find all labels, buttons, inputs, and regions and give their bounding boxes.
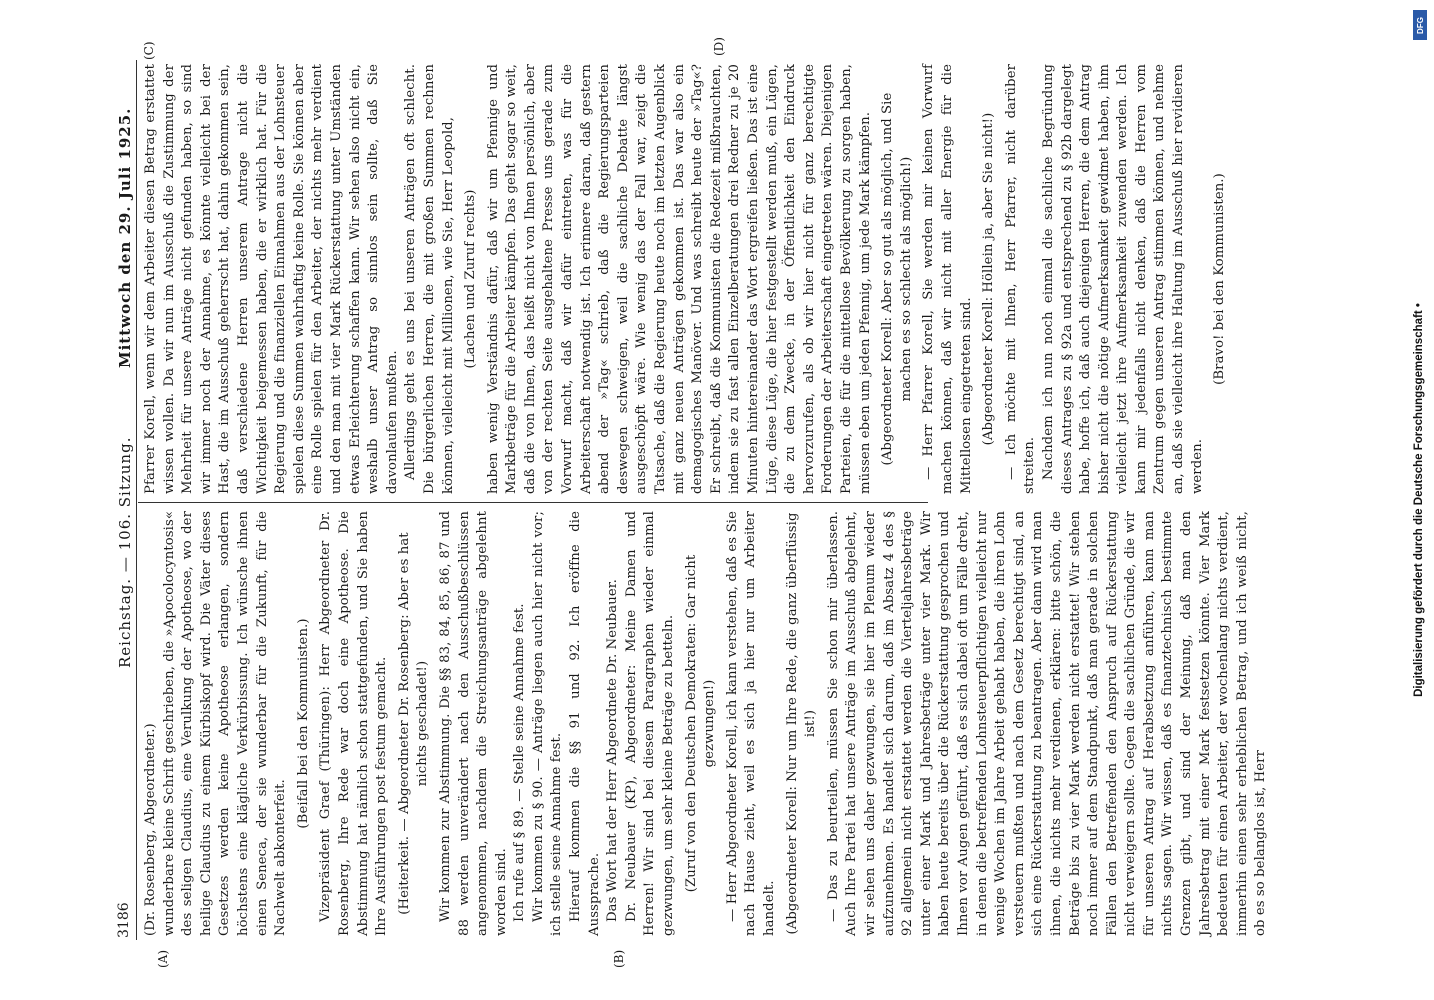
col1-paragraph: Wir kommen zu § 90. — Anträge liegen auch hier nicht vor; ich stelle seine Annahme fest. (530, 511, 565, 936)
col1-paragraph: Ich rufe auf § 89. — Stelle seine Annahme fest. (512, 603, 528, 922)
digitization-credit-text: Digitalisierung gefördert durch die Deutsche Forschungsgemeinschaft • (1413, 303, 1426, 697)
col2-paragraph: Pfarrer Korell, wenn wir dem Arbeiter diesen Betrag erstattet wissen wollen. Da wir nun im Ausschuß die Zustimmung der Mehrheit für unsere Anträge nicht gefunden haben, so sind wir immer noch der Annahme, es könnte vielleicht bei der Hast, die im Ausschuß geherrscht hat, dahin gekommen sein, daß verschiedene Herren unserem Antrage nicht die Wichtigkeit beigemessen haben, die er wirklich hat. Für die Regierung und die finanziellen Einnahmen aus der Lohnsteuer spielen diese Summen wahrhaftig keine Rolle. Sie können aber eine Rolle spielen für den Arbeiter, der nichts mehr verdient und den man mit vier Mark Rückerstattung unter Umständen etwas Erleichterung schaffen kann. Wir sehen also nicht ein, weshalb unser Antrag so sinnlos sein sollte, daß Sie davonlaufen mußten. (143, 64, 400, 494)
col1-paragraph: Hierauf kommen die §§ 91 und 92. Ich eröffne die Aussprache. (568, 511, 602, 936)
col1-paragraph: — Herr Abgeordneter Korell, ich kann verstehen, daß es Sie nach Hause zieht, weil es sich ja hier nur um Arbeiter handelt. (724, 511, 777, 936)
text-column-left (142, 511, 1271, 936)
col1-paragraph: (Beifall bei den Kommunisten.) (295, 618, 311, 829)
col1-paragraph: Vizepräsident Graef (Thüringen): Herr Abgeordneter Dr. Rosenberg, Ihre Rede war doch eine Apotheose. Die Abstimmung hat nämlich schon stattgefunden, und Sie haben Ihre Ausführungen post festum gemacht. (318, 511, 390, 936)
col1-paragraph: Das Wort hat der Herr Abgeordnete Dr. Neubauer. (605, 579, 621, 922)
margin-mark-d: (D) (712, 37, 726, 56)
page-content (112, 37, 1434, 968)
col2-paragraph: (Abgeordneter Korell: Aber so gut als möglich, und Sie machen es so schlecht als möglich!) (880, 92, 914, 466)
col1-paragraph: (Dr. Rosenberg, Abgeordneter.) (143, 723, 158, 936)
col2-paragraph: (Bravo! bei den Kommunisten.) (1212, 173, 1228, 385)
col1-paragraph: Dr. Neubauer (KP), Abgeordneter: Meine Damen und Herren! Wir sind bei diesem Paragraphen wieder einmal gezwungen, um sehr kleine Beträge zu betteln. (623, 511, 677, 936)
digitization-credit (1407, 8, 1431, 992)
rotated-page-wrapper (112, 37, 1434, 968)
col1-paragraph: (Abgeordneter Korell: Nur um Ihre Rede, die ganz überflüssig ist!) (784, 512, 819, 935)
dfg-logo-label: DFG (1415, 16, 1425, 34)
margin-mark-c: (C) (142, 41, 156, 60)
page-number: 3186 (116, 902, 132, 938)
col1-paragraph: wunderbare kleine Schrift geschrieben, die »Apocolocyntosis« des seligen Claudius, eine Verulkung der Apotheose, wo der heilige Claudius zu einem Kürbiskopf wird. Die Väter dieses Gesetzes werden keine Apotheose erlangen, sondern höchstens eine klägliche Verkürbissung. Ich wünsche ihnen einen Seneca, der sie wunderbar für die Zukunft, für die Nachwelt abkonterfeit. (161, 511, 289, 936)
left-running-title: Reichstag. — 106. Sitzung. (116, 436, 134, 668)
margin-mark-b: (B) (612, 949, 626, 968)
col2-paragraph: Allerdings geht es uns bei unseren Anträgen oft schlecht. Die bürgerlichen Herren, die mit großen Summen rechnen können, vielleicht mit Millionen, wie Sie, Herr Leopold, (403, 64, 456, 494)
col2-paragraph: — Herr Pfarrer Korell, Sie werden mir keinen Vorwurf machen können, daß wir nicht mit aller Energie für die Mittellosen eingetreten sind. (921, 64, 974, 494)
col1-paragraph: — Das zu beurteilen, müssen Sie schon mir überlassen. Auch Ihre Partei hat unsere Anträge im Ausschuß abgelehnt, wir sehen uns daher gezwungen, sie hier im Plenum wieder aufzunehmen. Es handelt sich darum, daß im Absatz 4 des § 92 allgemein nicht erstattet werden die Vierteljahresbeträge unter einer Mark und Jahresbeträge unter vier Mark. Wir haben heute bereits über die Rückerstattung gesprochen und Ihnen vor Augen geführt, daß es sich dabei oft um Fälle dreht, in denen die betreffenden Lohnsteuerpflichtigen vielleicht nur wenige Wochen im Jahre Arbeit gehabt haben, die ihren Lohn versteuern mußten und nach dem Gesetz berechtigt sind, an sich eine Rückerstattung zu beantragen. Aber dann wird man ihnen, die nichts mehr verdienen, erklären: bitte schön, die Beträge bis zu vier Mark werden nicht erstattet! Wir stehen noch immer auf dem Standpunkt, daß man gerade in solchen Fällen den Betreffenden den Anspruch auf Rückerstattung nicht verweigern sollte. Gegen die sachlichen Gründe, die wir für unseren Antrag auf Herabsetzung anführen, kann man nichts sagen. Wir wissen, daß es finanztechnisch bestimmte Grenzen gibt, und sind der Meinung, daß man den Jahresbetrag mit einer Mark festsetzen könnte. Vier Mark bedeuten für einen Arbeiter, der wochenlang nichts verdient, immerhin einen sehr erheblichen Betrag, und ich weiß nicht, ob es so belanglos ist, Herr (825, 511, 1269, 936)
right-running-title: Mittwoch den 29. Juli 1925. (116, 107, 134, 368)
col2-paragraph: Nachdem ich nun noch einmal die sachliche Begründung dieses Antrages zu § 92a und entsprechend zu § 92b dargelegt habe, hoffe ich, daß auch diejenigen Herren, die dem Antrag bisher nicht die nötige Aufmerksamkeit gewidmet haben, ihm vielleicht jetzt ihre Aufmerksamkeit zuwenden werden. Ich kann mir jedenfalls nicht denken, daß die Herren vom Zentrum gegen unseren Antrag stimmen können, und nehme an, daß sie vielleicht ihre Haltung im Ausschuß hier revidieren werden. (1040, 64, 1205, 494)
col2-paragraph: (Abgeordneter Korell: Höllein ja, aber Sie nicht!) (981, 112, 997, 446)
col2-paragraph: — Ich möchte mit Ihnen, Herr Pfarrer, nicht darüber streiten. (1003, 64, 1038, 494)
column-divider (138, 502, 928, 503)
header-rule (136, 60, 137, 940)
col1-paragraph: (Heiterkeit. — Abgeordneter Dr. Rosenberg: Aber es hat nichts geschadet!) (396, 532, 431, 915)
col1-paragraph: (Zuruf von den Deutschen Demokraten: Gar nicht gezwungen!) (683, 554, 718, 893)
text-column-right (142, 64, 1234, 494)
col2-paragraph: (Lachen und Zuruf rechts) (463, 189, 479, 369)
col1-paragraph: Wir kommen zur Abstimmung. Die §§ 83, 84, 85, 86, 87 und 88 werden unverändert nach den Ausschußbeschlüssen angenommen, nachdem die Streichungsanträge abgelehnt worden sind. (437, 511, 509, 936)
col2-paragraph: haben wenig Verständnis dafür, daß wir um Pfennige und Markbeträge für die Arbeiter kämpfen. Das geht sogar so weit, daß die von Ihnen, das heißt nicht von Ihnen persönlich, aber von der rechten Seite ausgehaltene Presse uns gerade zum Vorwurf macht, daß wir dafür eintreten, was für die Arbeiterschaft notwendig ist. Ich erinnere daran, daß gestern abend der »Tag« schrieb, daß die Regierungsparteien deswegen schweigen, weil die sachliche Debatte längst ausgeschöpft wäre. Wie wenig das der Fall war, zeigt die Tatsache, daß die Regierung heute noch im letzten Augenblick mit ganz neuen Anträgen gekommen ist. Das war also ein demagogisches Manöver. Und was schreibt heute der »Tag«? Er schreibt, daß die Kommunisten die Redezeit mißbrauchten, indem sie zu fast allen Einzelberatungen drei Redner zu je 20 Minuten hintereinander das Wort ergreifen ließen. Das ist eine Lüge, diese Lüge, die hier festgestellt werden muß, ein Lügen, die zu dem Zwecke, in der Öffentlichkeit den Eindruck hervorzurufen, als ob wir hier nicht für ganz berechtigte Forderungen der Arbeiterschaft eingetreten wären. Diejenigen Parteien, die für die mittellose Bevölkerung zu sorgen haben, müssen eben um jeden Pfennig, um jede Mark kämpfen. (485, 64, 873, 494)
margin-mark-a: (A) (156, 949, 170, 968)
